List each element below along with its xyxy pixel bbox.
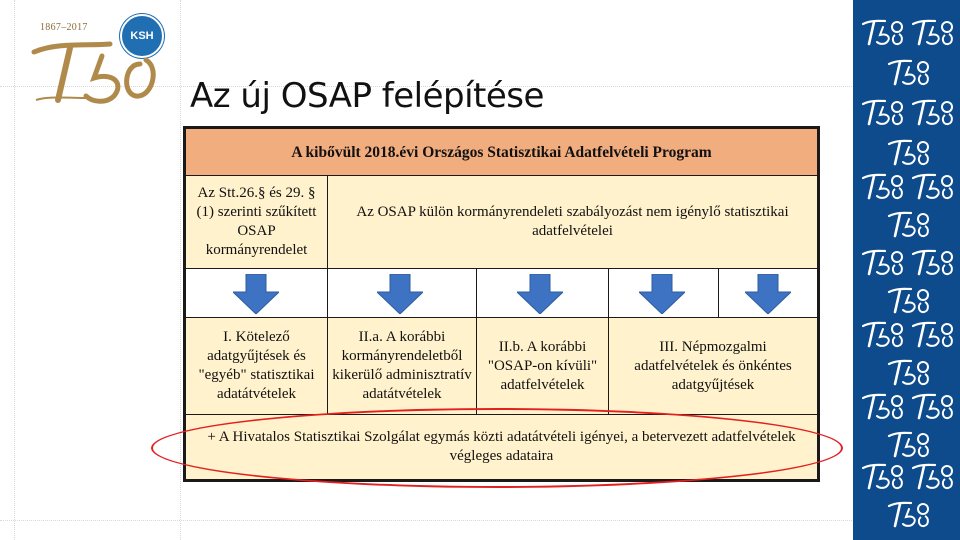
category-cell-2a: II.a. A korábbi kormányrendeletből kikerülő adminisztratív adatátvételek xyxy=(327,317,477,415)
down-arrow-icon xyxy=(639,274,685,314)
anniversary-mark-icon xyxy=(861,462,905,492)
anniversary-mark-icon xyxy=(861,392,905,422)
anniversary-mark-icon xyxy=(887,138,931,168)
anniversary-mark-icon xyxy=(911,392,955,422)
guide-line xyxy=(0,520,852,521)
anniversary-mark-icon xyxy=(887,210,931,240)
anniversary-mark-icon xyxy=(861,320,905,350)
ksh-150-logo xyxy=(14,10,164,100)
anniversary-mark-icon xyxy=(861,18,905,48)
anniversary-mark-icon xyxy=(887,58,931,88)
down-arrow-icon xyxy=(377,274,423,314)
down-arrow-icon xyxy=(233,274,279,314)
left-top-cell: Az Stt.26.§ és 29. § (1) szerinti szűkített OSAP kormányrendelet xyxy=(185,175,328,269)
anniversary-mark-icon xyxy=(911,98,955,128)
osap-structure-table xyxy=(183,126,820,482)
guide-line xyxy=(180,0,181,540)
anniversary-mark-icon xyxy=(911,248,955,278)
down-arrow-icon xyxy=(517,274,563,314)
category-cell-2b: II.b. A korábbi "OSAP-on kívüli" adatfelvételek xyxy=(476,317,609,415)
decorative-side-band xyxy=(853,0,960,540)
down-arrow-icon xyxy=(745,274,791,314)
category-cell-3: III. Népmozgalmi adatfelvételek és önkéntes adatgyűjtések xyxy=(608,317,818,415)
ksh-badge: KSH xyxy=(120,14,164,58)
table-header-cell: A kibővült 2018.évi Országos Statisztikai Adatfelvételi Program xyxy=(185,128,818,176)
anniversary-mark-icon xyxy=(911,320,955,350)
anniversary-mark-icon xyxy=(887,286,931,316)
anniversary-mark-icon xyxy=(887,500,931,530)
anniversary-mark-icon xyxy=(911,462,955,492)
anniversary-mark-icon xyxy=(861,248,905,278)
logo-years: 1867–2017 xyxy=(40,22,88,33)
category-cell-1: I. Kötelező adatgyűjtések és "egyéb" statisztikai adatátvételek xyxy=(185,317,328,415)
anniversary-150-mark xyxy=(28,38,178,108)
anniversary-mark-icon xyxy=(861,172,905,202)
page-title: Az új OSAP felépítése xyxy=(190,76,544,116)
right-top-cell: Az OSAP külön kormányrendeleti szabályozást nem igénylő statisztikai adatfelvételei xyxy=(327,175,818,269)
anniversary-mark-icon xyxy=(911,18,955,48)
anniversary-mark-icon xyxy=(861,98,905,128)
anniversary-mark-icon xyxy=(887,358,931,388)
anniversary-mark-icon xyxy=(887,430,931,460)
anniversary-mark-icon xyxy=(911,172,955,202)
footer-cell: + A Hivatalos Statisztikai Szolgálat egymás közti adatátvételi igényei, a betervezett adatfelvételek végleges adataira xyxy=(185,414,818,480)
